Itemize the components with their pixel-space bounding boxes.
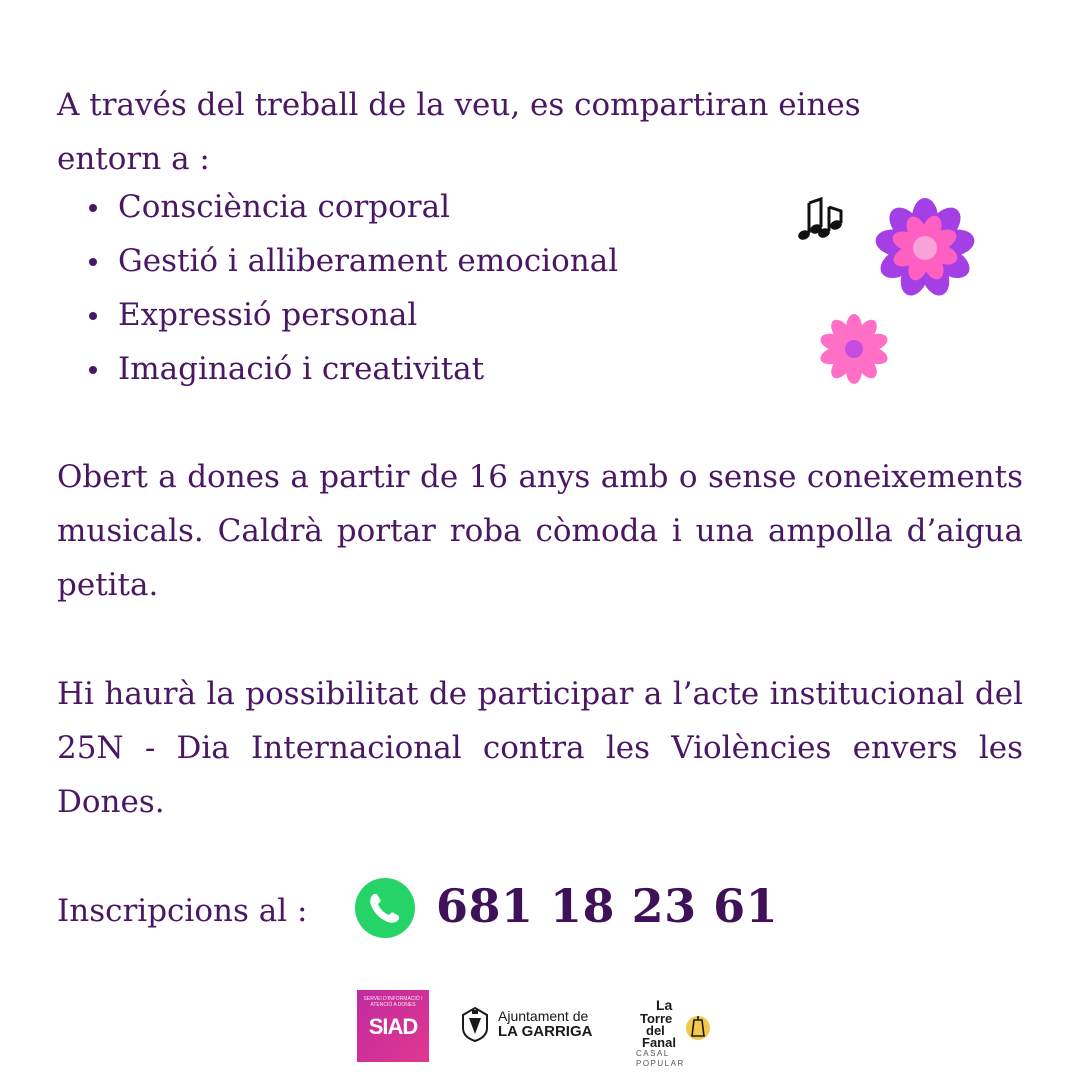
flower-icon xyxy=(818,314,890,384)
signup-label: Inscripcions al : xyxy=(57,893,308,929)
music-notes-icon xyxy=(795,193,847,249)
crest-icon xyxy=(460,1006,490,1042)
torre-subtitle: CASAL POPULAR xyxy=(636,1049,685,1068)
ajuntament-logo xyxy=(460,1002,610,1046)
ajuntament-line-2: LA GARRIGA xyxy=(498,1023,593,1040)
siad-name: SIAD xyxy=(368,1014,418,1039)
list-item: Imaginació i creativitat xyxy=(85,342,618,396)
list-item: Gestió i alliberament emocional xyxy=(85,234,618,288)
torre-word-2: Torre xyxy=(640,1011,673,1026)
torre-word-1: La xyxy=(656,997,673,1013)
siad-subtitle: SERVEI D'INFORMACIÓ I ATENCIÓ A DONES xyxy=(363,996,423,1008)
list-item: Consciència corporal xyxy=(85,180,618,234)
list-item: Expressió personal xyxy=(85,288,618,342)
intro-line-2: entorn a : xyxy=(57,141,210,177)
tools-list xyxy=(85,180,618,396)
ajuntament-line-1: Ajuntament de xyxy=(498,1008,589,1024)
torre-word-3: del xyxy=(646,1023,665,1038)
siad-logo xyxy=(357,990,429,1062)
flower-icon xyxy=(873,198,977,298)
phone-number[interactable]: 681 18 23 61 xyxy=(436,879,779,933)
intro-line-1: A través del treball de la veu, es compartiran eines xyxy=(57,87,861,123)
whatsapp-icon[interactable] xyxy=(354,877,416,939)
torre-word-4: Fanal xyxy=(642,1035,676,1050)
institutional-act-paragraph: Hi haurà la possibilitat de participar a l’acte institucional del 25N - Dia Internacional contra les Violències envers les Dones. xyxy=(57,676,1023,820)
audience-paragraph: Obert a dones a partir de 16 anys amb o sense coneixements musicals. Caldrà portar roba còmoda i una ampolla d’aigua petita. xyxy=(57,459,1023,603)
intro-text xyxy=(57,78,957,186)
torre-del-fanal-logo xyxy=(636,994,712,1068)
lantern-icon xyxy=(682,1012,710,1042)
